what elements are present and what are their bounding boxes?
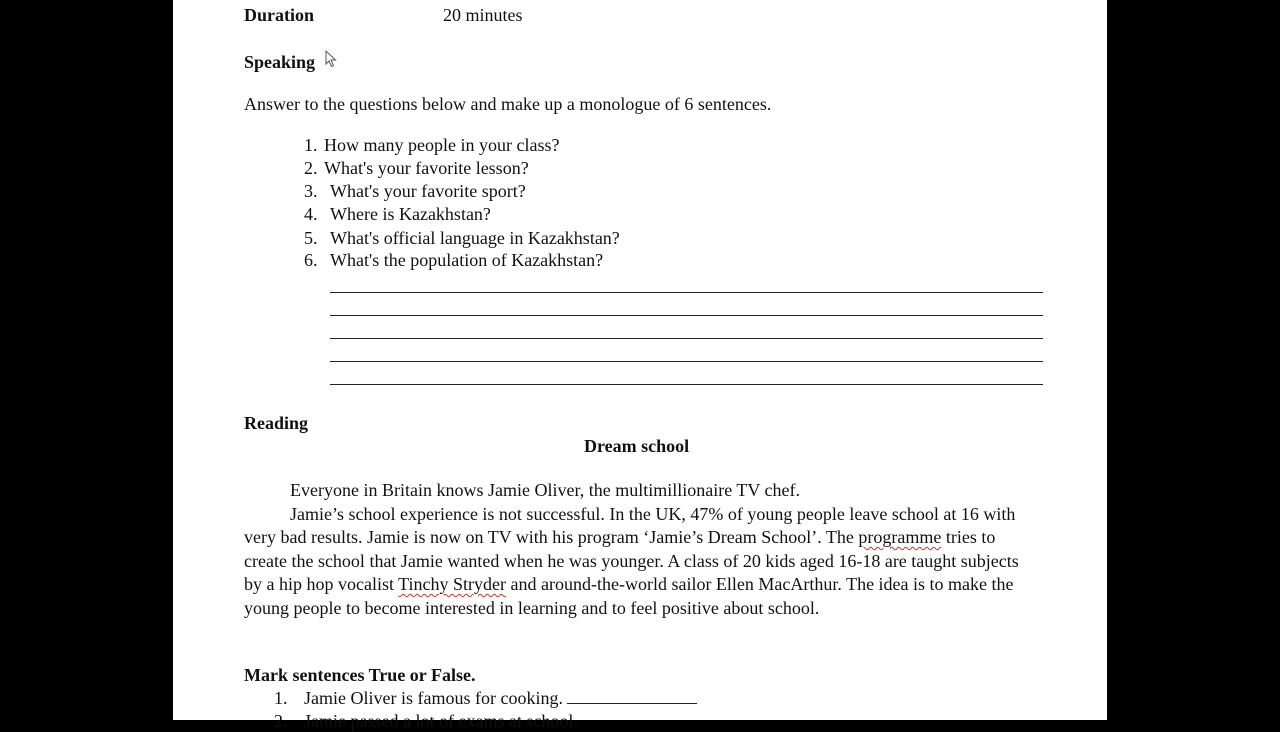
- question-item: 6. What's the population of Kazakhstan?: [304, 250, 604, 270]
- duration-value: 20 minutes: [443, 5, 523, 25]
- paragraph: Jamie’s school experience is not successful. In the UK, 47% of young people leave school at 16 with very bad results. Jamie is now on TV with his program ‘Jamie’s Dream School’. The programme tries to create the school that Jamie wanted when he was younger. A class of 20 kids aged 16-18 are taught subjects by a hip hop vocalist Tinchy Stryder and around-the-world sailor Ellen MacArthur. The idea is to make the young people to become interested in learning and to feel positive about school.: [244, 503, 1019, 618]
- answer-line: [330, 338, 1043, 339]
- reading-title: Dream school: [584, 436, 690, 456]
- duration-label: Duration: [244, 5, 315, 25]
- reading-passage: [244, 479, 1034, 620]
- true-false-item: 2. Jamie passed a lot of exams at school.: [274, 711, 578, 731]
- question-item: 5. What's official language in Kazakhstan?: [304, 228, 620, 248]
- question-item: 3. What's your favorite sport?: [304, 181, 526, 201]
- true-false-heading: Mark sentences True or False.: [244, 665, 476, 685]
- document-page: [173, 0, 1107, 731]
- question-item: 1. How many people in your class?: [304, 135, 560, 155]
- speaking-instruction: Answer to the questions below and make up a monologue of 6 sentences.: [244, 94, 772, 114]
- answer-line: [330, 361, 1043, 362]
- answer-line: [330, 384, 1043, 385]
- answer-blank: [567, 689, 697, 704]
- reading-heading: Reading: [244, 413, 309, 433]
- true-false-item: 1. Jamie Oliver is famous for cooking.: [274, 687, 697, 709]
- spellcheck-word: programme: [858, 527, 942, 547]
- paragraph: Everyone in Britain knows Jamie Oliver, the multimillionaire TV chef.: [290, 480, 801, 500]
- question-item: 4. Where is Kazakhstan?: [304, 204, 491, 224]
- question-item: 2. What's your favorite lesson?: [304, 158, 529, 178]
- spellcheck-word: Tinchy Stryder: [398, 574, 506, 594]
- mouse-pointer-icon: [325, 50, 337, 68]
- answer-line: [330, 292, 1043, 293]
- answer-line: [330, 315, 1043, 316]
- speaking-heading: Speaking: [244, 52, 316, 72]
